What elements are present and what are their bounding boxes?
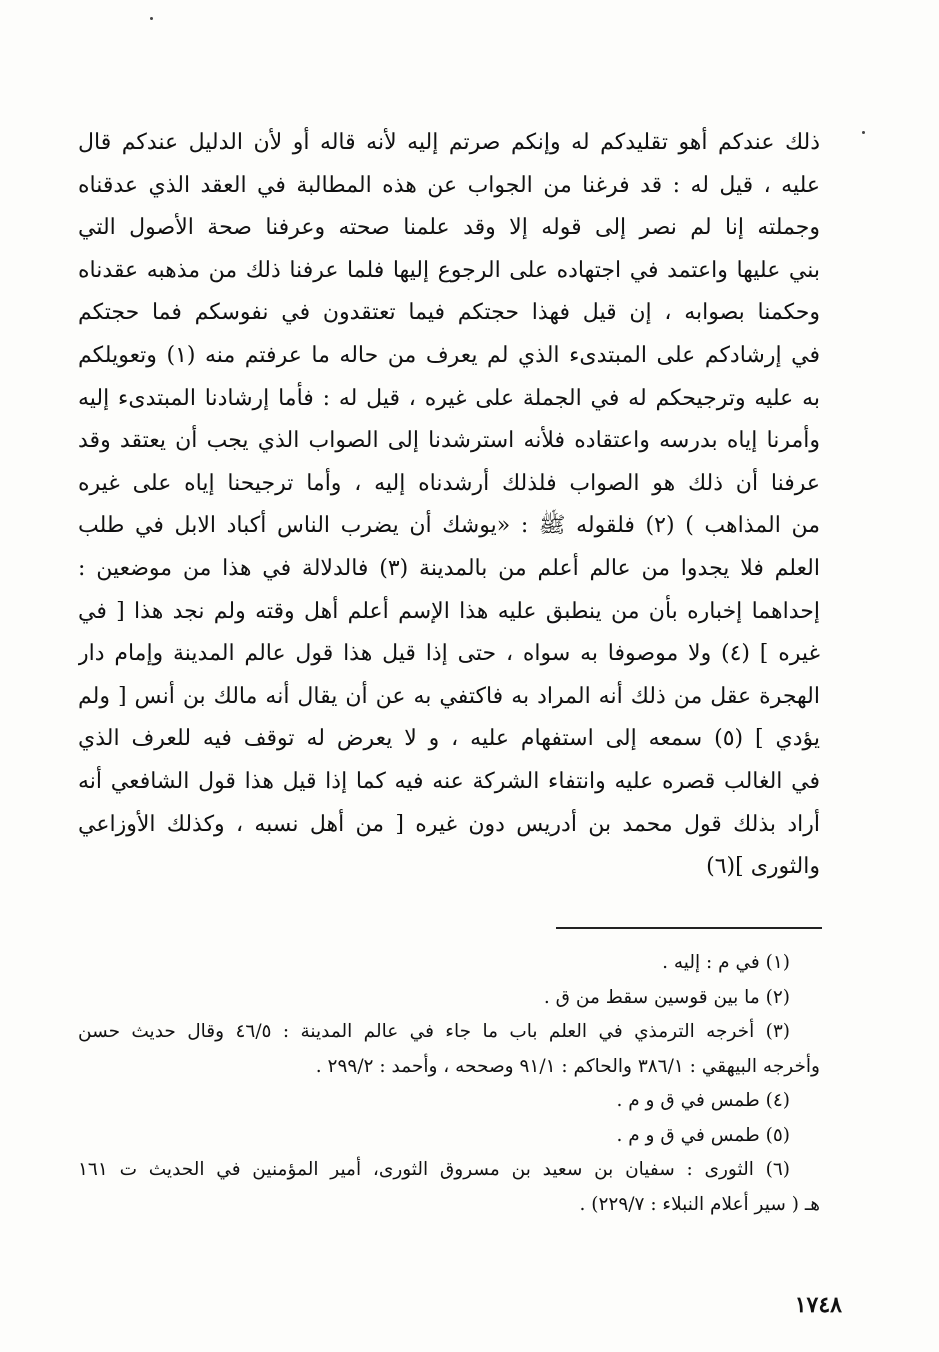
body-line-14: الهجرة عقل من ذلك أنه المراد به فاكتفي به عن أن يقال أنه مالك بن أنس [ ولم xyxy=(78,683,820,709)
footnote-2: (٢) ما بين قوسين سقط من ق . xyxy=(543,986,790,1008)
body-line-18: والثورى ](٦) xyxy=(706,854,820,880)
body-line-10: من المذاهب ) (٢) فلقوله ﷺ : «يوشك أن يضرب الناس أكباد الابل في طلب xyxy=(78,513,820,539)
page-number: ١٧٤٨ xyxy=(794,1292,842,1318)
body-line-9: عرفنا أن ذلك هو الصواب فلذلك أرشدناه إليه ، وأما ترجيحنا إياه على غيره xyxy=(78,470,820,496)
main-text-block xyxy=(78,122,820,889)
footnote-separator xyxy=(556,927,822,929)
scan-speck-top xyxy=(150,17,153,20)
body-line-5: وحكمنا بصوابه ، إن قيل فهذا حجتكم فيما تعتقدون في نفوسكم فما حجتكم xyxy=(78,300,820,326)
footnotes-block xyxy=(78,946,820,1222)
body-line-7: به عليه وترجيحكم له في الجملة على غيره ، قيل له : فأما إرشادنا المبتدىء إليه xyxy=(78,385,820,411)
body-line-4: بني عليها واعتمد في اجتهاده على الرجوع إليها فلما عرفنا ذلك من مذهبه عقدناه xyxy=(78,257,820,283)
footnote-4: (٤) طمس في ق و م . xyxy=(616,1090,790,1111)
scan-speck-right xyxy=(862,131,865,134)
footnote-6: (٦) الثورى : سفيان بن سعيد بن مسروق الثورى، أمير المؤمنين في الحديث ت ١٦١ xyxy=(78,1159,790,1180)
footnote-3-continued: وأخرجه البيهقي : ٣٨٦/١ والحاكم : ٩١/١ وصححه ، وأحمد : ٢٩٩/٢ . xyxy=(315,1055,820,1077)
body-line-15: يؤدي ] (٥) سمعه إلى استفهام عليه ، و لا يعرض له توقف فيه للعرف الذي xyxy=(78,726,820,752)
body-line-2: عليه ، قيل له : قد فرغنا من الجواب عن هذه المطالبة في العقد الذي عدقناه xyxy=(78,172,820,198)
footnote-3: (٣) أخرجه الترمذي في العلم باب ما جاء في عالم المدينة : ٤٦/٥ وقال حديث حسن xyxy=(78,1021,790,1042)
body-line-17: أراد بذلك قول محمد بن أدريس دون غيره [ من أهل نسبه ، وكذلك الأوزاعي xyxy=(78,811,820,837)
body-line-3: وجملته إنا لم نصر إلى قوله إلا وقد علمنا صحته وعرفنا صحة الأصول التي xyxy=(78,215,820,241)
body-line-8: وأمرنا إياه بدرسه واعتقاده فلأنه استرشدنا إلى الصواب الذي يجب أن يعتقد وقد xyxy=(78,428,820,454)
footnote-6-continued: هـ ( سير أعلام النبلاء : ٢٢٩/٧) . xyxy=(579,1193,820,1215)
body-line-12: إحداهما إخباره بأن من ينطبق عليه هذا الإسم أعلم أهل وقته ولم نجد هذا [ في xyxy=(78,598,820,624)
body-line-1: ذلك عندكم أهو تقليدكم له وإنكم صرتم إليه لأنه قاله أو لأن الدليل عندكم قال xyxy=(78,130,820,155)
footnote-5: (٥) طمس في ق و م . xyxy=(616,1124,790,1146)
body-line-16: في الغالب قصره عليه وانتفاء الشركة عنه فيه كما إذا قيل هذا قول الشافعي أنه xyxy=(78,768,820,794)
body-line-11: العلم فلا يجدوا من عالم أعلم من بالمدينة (٣) فالدلالة في هذا من موضعين : xyxy=(78,555,820,581)
footnote-1: (١) في م : إليه . xyxy=(662,952,790,973)
body-line-6: في إرشادكم على المبتدىء الذي لم يعرف من حاله ما عرفتم منه (١) وتعويلكم xyxy=(78,342,820,368)
body-line-13: غيره ] (٤) ولا موصوفا به سواه ، حتى إذا قيل هذا قول عالم المدينة وإمام دار xyxy=(78,641,820,667)
